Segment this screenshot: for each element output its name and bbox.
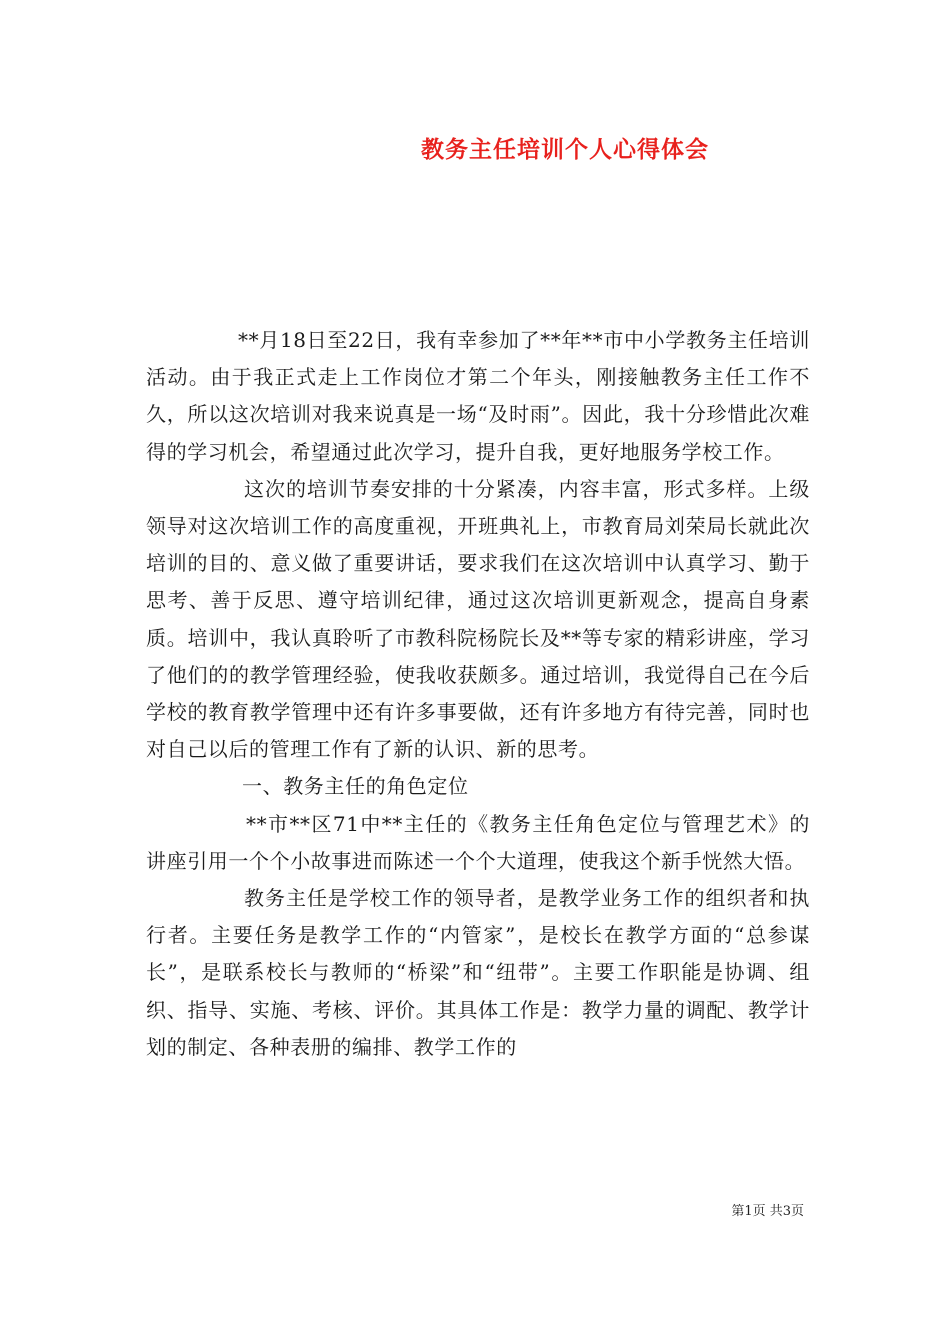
paragraph-duties: 教务主任是学校工作的领导者，是教学业务工作的组织者和执行者。主要任务是教学工作的“内管家”，是校长在教学方面的“总参谋长”，是联系校长与教师的“桥梁”和“纽带”。主要工作职能是协调、组织、指导、实施、考核、评价。其具体工作是：教学力量的调配、教学计划的制定、各种表册的编排、教学工作的: [146, 886, 810, 1059]
paragraph-intro: **月18日至22日，我有幸参加了**年**市中小学教务主任培训活动。由于我正式走上工作岗位才第二个年头，刚接触教务主任工作不久，所以这次培训对我来说真是一场“及时雨”。因此，我十分珍惜此次难得的学习机会，希望通过此次学习，提升自我，更好地服务学校工作。: [146, 328, 810, 464]
document-body: [146, 322, 810, 1066]
paragraph-training-overview: 这次的培训节奏安排的十分紧凑，内容丰富，形式多样。上级领导对这次培训工作的高度重视，开班典礼上，市教育局刘荣局长就此次培训的目的、意义做了重要讲话，要求我们在这次培训中认真学习、勤于思考、善于反思、遵守培训纪律，通过这次培训更新观念，提高自身素质。培训中，我认真聆听了市教科院杨院长及**等专家的精彩讲座，学习了他们的的教学管理经验，使我收获颇多。通过培训，我觉得自己在今后学校的教育教学管理中还有许多事要做，还有许多地方有待完善，同时也对自己以后的管理工作有了新的认识、新的思考。: [146, 476, 810, 762]
page-number: 第1页 共3页: [731, 1204, 804, 1219]
paragraph-lecture: **市**区71中**主任的《教务主任角色定位与管理艺术》的讲座引用一个个小故事进而陈述一个个大道理，使我这个新手恍然大悟。: [146, 811, 810, 873]
document-title: 教务主任培训个人心得体会: [421, 136, 709, 163]
section-heading-role: 一、教务主任的角色定位: [242, 774, 469, 799]
